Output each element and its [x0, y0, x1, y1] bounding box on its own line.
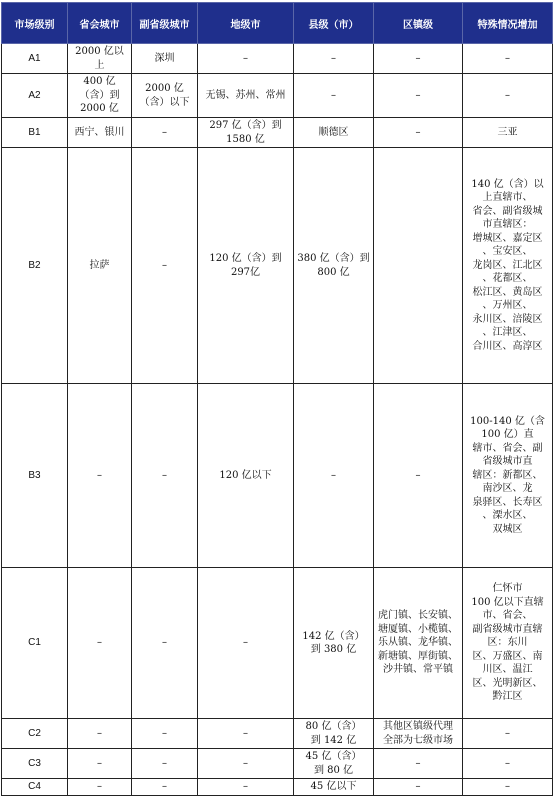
table-cell: 45 亿以下 [294, 779, 374, 796]
table-cell: – [132, 779, 198, 796]
table-row [2, 118, 553, 148]
table-cell: – [198, 568, 294, 719]
table-cell: 其他区镇级代理 全部为七级市场 [374, 719, 463, 749]
level-cell: B2 [2, 148, 68, 384]
level-cell: B1 [2, 118, 68, 148]
table-cell: – [132, 749, 198, 779]
table-cell: – [374, 118, 463, 148]
table-cell: – [132, 568, 198, 719]
table-cell: 虎门镇、长安镇、 塘厦镇、小榄镇、 乐从镇、龙华镇、 新塘镇、厚街镇、 沙井镇、常平镇 [374, 568, 463, 719]
level-cell: A1 [2, 44, 68, 74]
table-cell: – [68, 779, 132, 796]
table-cell: – [132, 384, 198, 568]
table-cell: – [132, 719, 198, 749]
table-cell: – [198, 749, 294, 779]
table-cell: – [68, 568, 132, 719]
table-row [2, 568, 553, 719]
table-cell: 120 亿（含）到 297亿 [198, 148, 294, 384]
table-row [2, 719, 553, 749]
header-sub-provincial-city: 副省级城市 [132, 3, 198, 44]
table-cell: – [294, 44, 374, 74]
table-cell: – [68, 384, 132, 568]
table-cell: – [68, 749, 132, 779]
table-cell: – [374, 779, 463, 796]
table-cell: 三亚 [463, 118, 553, 148]
header-district-town: 区镇级 [374, 3, 463, 44]
header-provincial-capital: 省会城市 [68, 3, 132, 44]
table-cell: 142 亿（含） 到 380 亿 [294, 568, 374, 719]
level-cell: C4 [2, 779, 68, 796]
header-prefecture-city: 地级市 [198, 3, 294, 44]
table-cell: – [374, 384, 463, 568]
table-cell: – [463, 719, 553, 749]
table-cell: – [294, 74, 374, 118]
table-row [2, 384, 553, 568]
table-cell: 拉萨 [68, 148, 132, 384]
table-cell: 仁怀市 100 亿以下直辖 市、省会、 副省级城市直辖 区：东川 区、万盛区、南 川区、温江 区、光明新区、 黔江区 [463, 568, 553, 719]
table-row [2, 779, 553, 796]
table-cell: 西宁、银川 [68, 118, 132, 148]
table-cell: – [198, 779, 294, 796]
table-cell: 无锡、苏州、常州 [198, 74, 294, 118]
table-cell: – [463, 749, 553, 779]
table-cell: – [463, 74, 553, 118]
table-cell: 深圳 [132, 44, 198, 74]
table-cell: 297 亿（含）到 1580 亿 [198, 118, 294, 148]
header-county-city: 县级（市） [294, 3, 374, 44]
table-cell: 2000 亿 （含）以下 [132, 74, 198, 118]
table-cell: – [198, 719, 294, 749]
table-cell: 2000 亿以上 [68, 44, 132, 74]
market-level-table [1, 2, 553, 796]
table-cell: – [132, 148, 198, 384]
table-cell: – [374, 749, 463, 779]
table-row [2, 74, 553, 118]
table-cell: 380 亿（含）到 800 亿 [294, 148, 374, 384]
level-cell: A2 [2, 74, 68, 118]
level-cell: C3 [2, 749, 68, 779]
table-cell: 顺德区 [294, 118, 374, 148]
table-cell: – [374, 44, 463, 74]
level-cell: C2 [2, 719, 68, 749]
table-row [2, 749, 553, 779]
table-row [2, 44, 553, 74]
header-row [2, 3, 553, 44]
table-cell: – [463, 44, 553, 74]
table-cell: – [68, 719, 132, 749]
table-cell: 80 亿（含） 到 142 亿 [294, 719, 374, 749]
header-market-level: 市场级别 [2, 3, 68, 44]
table-cell: – [374, 74, 463, 118]
table-row [2, 148, 553, 384]
level-cell: B3 [2, 384, 68, 568]
table-cell: 100-140 亿（含 100 亿）直 辖市、省会、副 省级城市直 辖区：新都区、 南沙区、龙 泉驿区、长寿区 、溧水区、 双城区 [463, 384, 553, 568]
table-cell [374, 148, 463, 384]
table-cell: – [463, 779, 553, 796]
table-cell: 45 亿（含） 到 80 亿 [294, 749, 374, 779]
table-cell: 140 亿（含）以 上直辖市、 省会、副省级城 市直辖区： 增城区、嘉定区 、宝安区、 龙岗区、江北区 、花都区、 松江区、黄岛区 、万州区、 永川区、涪陵区 、江津区、 合川区、高淳区 [463, 148, 553, 384]
table-cell: – [198, 44, 294, 74]
level-cell: C1 [2, 568, 68, 719]
table-cell: 120 亿以下 [198, 384, 294, 568]
table-cell: 400 亿 （含）到 2000 亿 [68, 74, 132, 118]
header-special-cases: 特殊情况增加 [463, 3, 553, 44]
table-cell: – [132, 118, 198, 148]
table-cell: – [294, 384, 374, 568]
